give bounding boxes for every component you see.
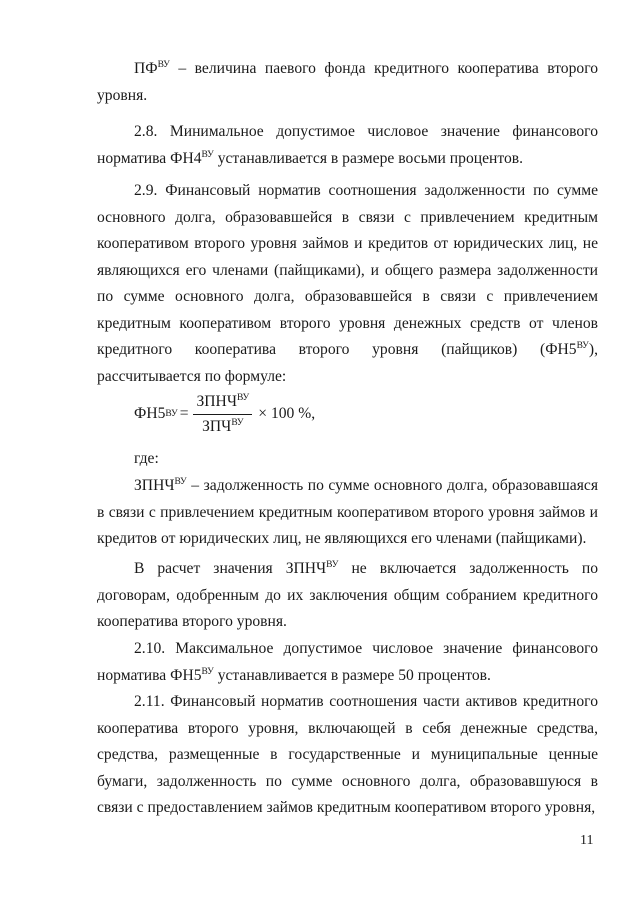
- paragraph-2-11: 2.11. Финансовый норматив соотношения части активов кредитного кооператива второго уровня, включающей в себя денежные средства, средства, размещенные в государственные и муниципальные ценные бумаги, задолженность по сумме основного долга, образовавшуюся в связи с предоставлением займов кредитным кооперативом второго уровня,: [97, 693, 598, 816]
- term-pf: ПФ: [134, 60, 158, 77]
- paragraph-zpnch-definition: $ЗПНЧ^{ВУ}$ – задолженность по сумме основного долга, образовавшаяся в связи с привлечением кредитным кооперативом второго уровня займов и кредитов от юридических лиц, не являющихся его членами (пайщиками).: [97, 477, 598, 547]
- definition-text: – величина паевого фонда кредитного кооператива второго уровня.: [97, 60, 598, 104]
- paragraph-2-8: 2.8. Минимальное допустимое числовое значение финансового норматива $ФН4^{ВУ}$ устанавливается в размере восьми процентов.: [97, 123, 598, 167]
- page-number: 11: [580, 833, 594, 848]
- superscript: ВУ: [174, 477, 187, 487]
- formula-equals: =: [179, 405, 189, 422]
- superscript: ВУ: [157, 60, 170, 70]
- formula-numerator: $ЗПНЧ^{ВУ}$: [193, 393, 252, 415]
- formula-tail: × 100 %,: [258, 405, 316, 422]
- paragraph-zpnch-exclusion: В расчет значения $ЗПНЧ^{ВУ}$ не включается задолженность по договорам, одобренным до их заключения общим собранием кредитного кооператива второго уровня.: [97, 560, 598, 630]
- where-label: где:: [134, 450, 159, 467]
- superscript: ВУ: [326, 560, 339, 570]
- superscript: ВУ: [201, 149, 214, 160]
- formula-denominator: $ЗПЧ^{ВУ}$: [202, 417, 244, 435]
- formula-fn5: ФН5 ВУ = $\frac{ЗПНЧ^{ВУ}}{ЗПЧ^{ВУ}}$ × 100 %,: [134, 392, 316, 435]
- paragraph-2-9: 2.9. Финансовый норматив соотношения задолженности по сумме основного долга, образовавшейся в связи с привлечением кредитным кооперативом второго уровня займов и кредитов от юридических лиц, не являющихся его членами (пайщиками), и общего размера задолженности по сумме основного долга, образовавшейся в связи с привлечением кредитным кооперативом второго уровня денежных средств от членов кредитного кооператива второго уровня (пайщиков) $(ФН5^{ВУ})$, рассчитывается по формуле:: [97, 182, 598, 385]
- formula-fraction: [193, 393, 252, 436]
- superscript: ВУ: [576, 341, 589, 351]
- formula-lhs: ФН5: [134, 405, 166, 422]
- superscript: ВУ: [201, 666, 214, 677]
- paragraph-pf-definition: [97, 56, 598, 109]
- paragraph-2-10: 2.10. Максимальное допустимое числовое значение финансового норматива $ФН5^{ВУ}$ устанавливается в размере 50 процентов.: [97, 640, 598, 684]
